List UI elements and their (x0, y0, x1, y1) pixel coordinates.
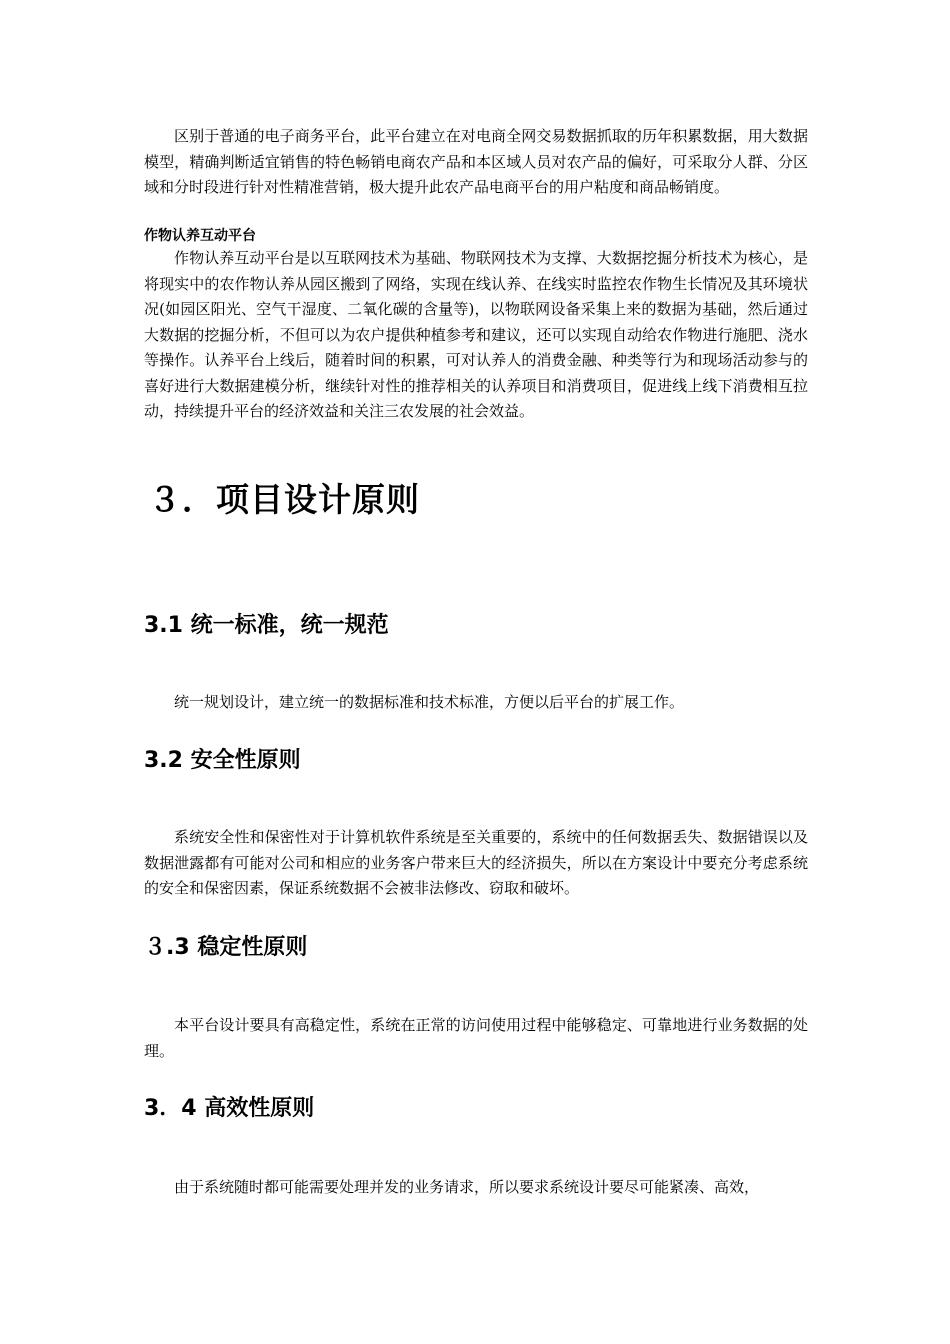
section-body-3-4: 由于系统随时都可能需要处理并发的业务请求，所以要求系统设计要尽可能紧凑、高效， (174, 1178, 760, 1196)
section-heading-3-2: 3.2 安全性原则 (144, 748, 301, 773)
section-heading-3-4: 3．4 高效性原则 (144, 1096, 315, 1121)
chapter-title: ３．项目设计原则 (148, 480, 420, 519)
section-body-3-3: 本平台设计要具有高稳定性，系统在正常的访问使用过程中能够稳定、可靠地进行业务数据的处理。 (144, 1016, 808, 1060)
section-heading-3-3: ３.3 稳定性原则 (144, 935, 308, 960)
section-body-3-1: 统一规划设计，建立统一的数据标准和技术标准，方便以后平台的扩展工作。 (174, 693, 685, 711)
intro-paragraph: 区别于普通的电子商务平台，此平台建立在对电商全网交易数据抓取的历年积累数据，用大数据模型，精确判断适宜销售的特色畅销电商农产品和本区域人员对农产品的偏好，可采取分人群、分区域和分时段进行针对性精准营销，极大提升此农产品电商平台的用户粘度和商品畅销度。 (144, 127, 808, 196)
section-body-3-2: 系统安全性和保密性对于计算机软件系统是至关重要的，系统中的任何数据丢失、数据错误以及数据泄露都有可能对公司和相应的业务客户带来巨大的经济损失，所以在方案设计中要充分考虑系统的安全和保密因素，保证系统数据不会被非法修改、窃取和破坏。 (144, 828, 808, 897)
crop-platform-paragraph: 作物认养互动平台是以互联网技术为基础、物联网技术为支撑、大数据挖掘分析技术为核心，是将现实中的农作物认养从园区搬到了网络，实现在线认养、在线实时监控农作物生长情况及其环境状况(如园区阳光、空气干湿度、二氧化碳的含量等)，以物联网设备采集上来的数据为基础，然后通过大数据的挖掘分析，不但可以为农户提供种植参考和建议，还可以实现自动给农作物进行施肥、浇水等操作。认养平台上线后，随着时间的积累，可对认养人的消费金融、种类等行为和现场活动参与的喜好进行大数据建模分析，继续针对性的推荐相关的认养项目和消费项目，促进线上线下消费相互拉动，持续提升平台的经济效益和关注三农发展的社会效益。 (144, 249, 808, 420)
section-heading-3-1: 3.1 统一标准，统一规范 (144, 613, 389, 638)
crop-platform-subheading: 作物认养互动平台 (144, 228, 256, 244)
